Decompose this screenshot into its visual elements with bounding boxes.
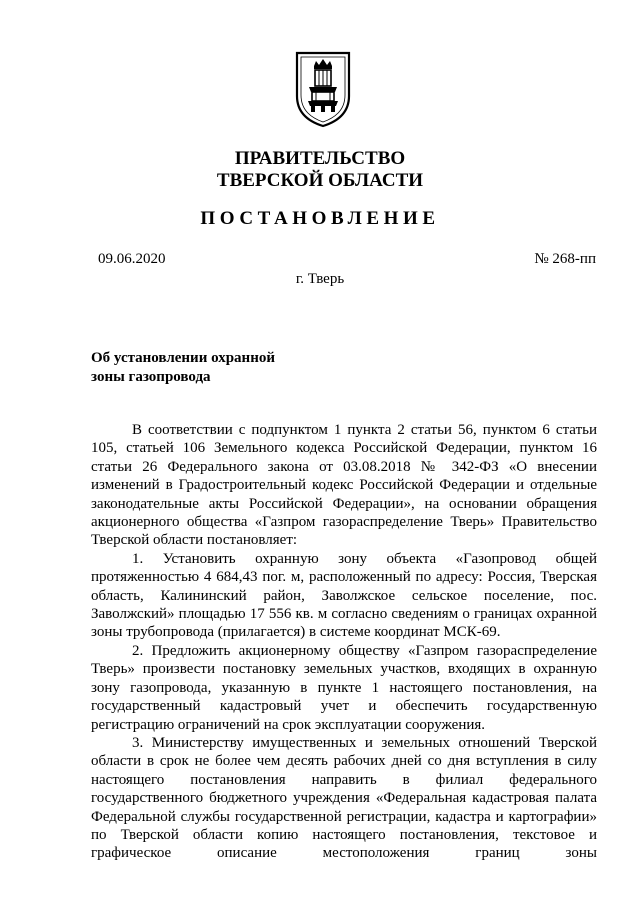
document-type-title: ПОСТАНОВЛЕНИЕ [200, 208, 440, 229]
organization-name-line2: ТВЕРСКОЙ ОБЛАСТИ [216, 170, 424, 191]
item-3-paragraph: 3. Министерству имущественных и земельных отношений Тверской области в срок не более чем десять рабочих дней со дня вступления в силу настоящего постановления направить в филиал федерального государственного бюджетного учреждения «Федеральная кадастровая палата Федеральной службы государственной регистрации, кадастра и картографии» по Тверской области копию настоящего постановления, текстовое и графическое описание местоположения границ зоны [91, 734, 597, 862]
document-date: 09.06.2020 [98, 251, 166, 267]
document-number: № 268-пп [534, 251, 596, 267]
subject-line1: Об установлении охранной [91, 350, 275, 366]
document-body [91, 421, 597, 863]
item-2-paragraph: 2. Предложить акционерному обществу «Газпром газораспределение Тверь» произвести постановку земельных участков, входящих в охранную зону газопровода, указанную в пункте 1 настоящего постановления, на государственный кадастровый учет и обеспечить государственную регистрацию ограничений на срок эксплуатации сооружения. [91, 642, 597, 733]
preamble-paragraph: В соответствии с подпунктом 1 пункта 2 статьи 56, пунктом 6 статьи 105, статьей 106 Земельного кодекса Российской Федерации, пунктом 16 статьи 26 Федерального закона от 03.08.2018 № 342-ФЗ «О внесении изменений в Градостроительный кодекс Российской Федерации и отдельные законодательные акты Российской Федерации», на основании обращения акционерного общества «Газпром газораспределение Тверь» Правительство Тверской области постановляет: [91, 422, 597, 549]
document-city: г. Тверь [295, 271, 345, 287]
subject-line2: зоны газопровода [91, 368, 211, 385]
document-subject [91, 349, 351, 386]
organization-name-line1: ПРАВИТЕЛЬСТВО [234, 148, 406, 169]
tver-coat-of-arms-icon [294, 50, 352, 128]
item-1-paragraph: 1. Установить охранную зону объекта «Газопровод общей протяженностью 4 684,43 пог. м, расположенный по адресу: Россия, Тверская область, Калининский район, Заволжское сельское поселение, пос. Заволжский» площадью 17 556 кв. м согласно сведениям о границах охранной зоны трубопровода (прилагается) в системе координат МСК-69. [91, 550, 597, 641]
